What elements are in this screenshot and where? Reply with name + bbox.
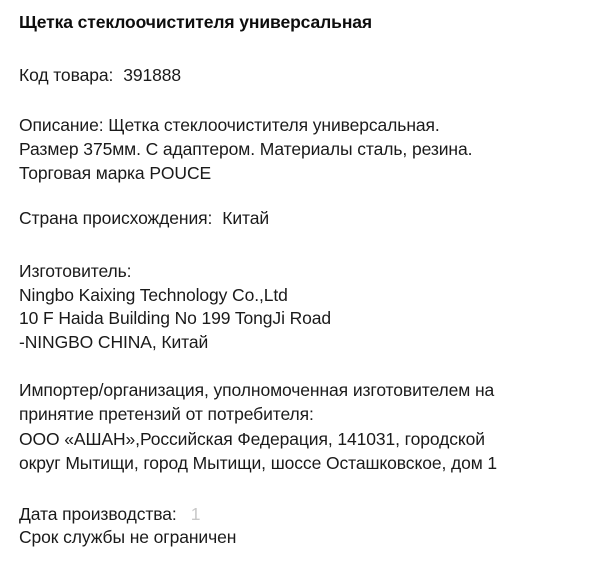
product-code-row	[19, 64, 181, 86]
description-line-2: Размер 375мм. С адаптером. Материалы сталь, резина.	[19, 139, 473, 159]
origin-row	[19, 207, 269, 229]
importer-line-3: ООО «АШАН»,Российская Федерация, 141031, городской	[19, 429, 485, 449]
production-date-value: 1	[190, 504, 201, 524]
importer-line-4: округ Мытищи, город Мытищи, шоссе Осташковское, дом 1	[19, 453, 498, 473]
manufacturer-line-3: -NINGBO CHINA, Китай	[19, 332, 209, 352]
service-life: Срок службы не ограничен	[19, 527, 237, 547]
origin-label: Страна происхождения:	[19, 208, 213, 228]
product-title: Щетка стеклоочистителя универсальная	[19, 12, 373, 32]
importer-line-2: принятие претензий от потребителя:	[19, 404, 314, 424]
description-line-1: Описание: Щетка стеклоочистителя универсальная.	[19, 115, 440, 135]
manufacturer-line-1: Ningbo Kaixing Technology Co.,Ltd	[19, 285, 288, 305]
origin-value: Китай	[222, 208, 270, 228]
manufacturer-label: Изготовитель:	[19, 261, 132, 281]
production-date-label: Дата производства:	[19, 504, 177, 524]
description-line-3: Торговая марка POUCE	[19, 163, 212, 183]
product-code-label: Код товара:	[19, 65, 114, 85]
manufacturer-line-2: 10 F Haida Building No 199 TongJi Road	[19, 308, 332, 328]
product-code-value: 391888	[123, 65, 182, 85]
production-date-row	[19, 503, 200, 525]
importer-line-1: Импортер/организация, уполномоченная изготовителем на	[19, 380, 495, 400]
